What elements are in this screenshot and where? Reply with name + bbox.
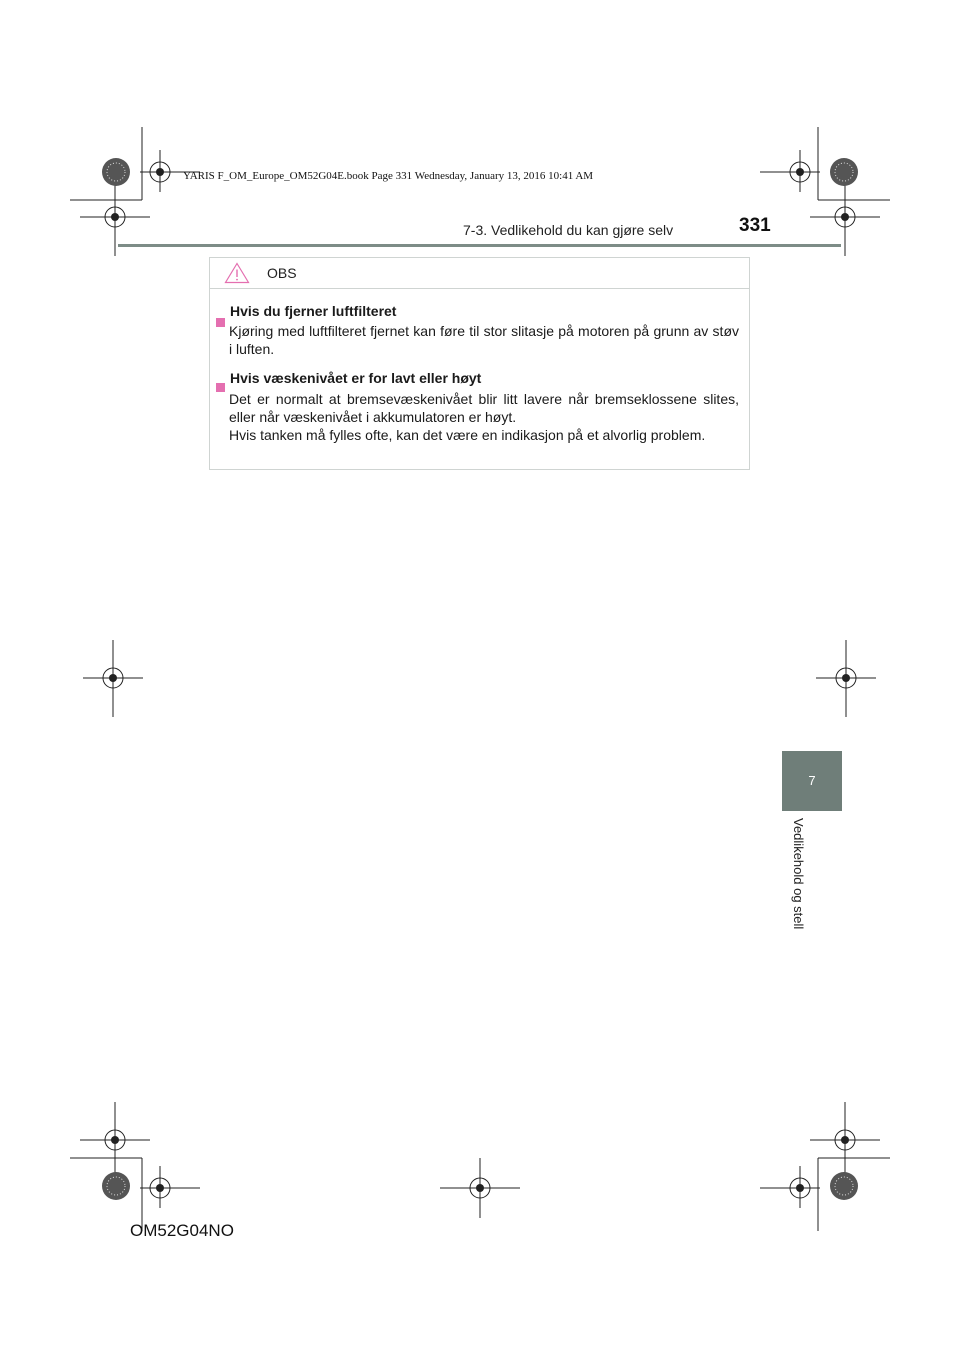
item-heading: Hvis væskenivået er for lavt eller høyt: [230, 370, 482, 386]
item-paragraph: Det er normalt at bremsevæskenivået blir litt lavere når bremseklossene slites, eller når væskenivået i akkumulatoren er høyt.: [229, 391, 739, 425]
header-rule: [118, 244, 841, 247]
caution-notice-box: [209, 257, 750, 470]
notice-body: [210, 289, 749, 444]
bullet-square-icon: [216, 383, 225, 392]
chapter-number: 7: [808, 773, 816, 788]
page-number: 331: [739, 215, 771, 236]
item-paragraph: Hvis tanken må fylles ofte, kan det være en indikasjon på et alvorlig problem.: [229, 427, 706, 443]
warning-triangle-icon: [224, 262, 250, 284]
notice-header: [210, 258, 749, 289]
item-paragraph: Kjøring med luftfilteret fjernet kan føre til stor slitasje på motoren på grunn av støv i luften.: [229, 323, 739, 357]
notice-item: [210, 302, 749, 358]
notice-item: [210, 369, 749, 444]
notice-label: OBS: [267, 265, 297, 281]
chapter-title: Vedlikehold og stell: [791, 818, 806, 930]
section-title: 7-3. Vedlikehold du kan gjøre selv: [463, 222, 674, 238]
chapter-tab: [782, 751, 842, 811]
manual-code: OM52G04NO: [130, 1221, 234, 1240]
book-file-line: YARIS F_OM_Europe_OM52G04E.book Page 331 Wednesday, January 13, 2016 10:41 AM: [183, 170, 594, 182]
item-heading: Hvis du fjerner luftfilteret: [230, 303, 397, 319]
bullet-square-icon: [216, 318, 225, 327]
